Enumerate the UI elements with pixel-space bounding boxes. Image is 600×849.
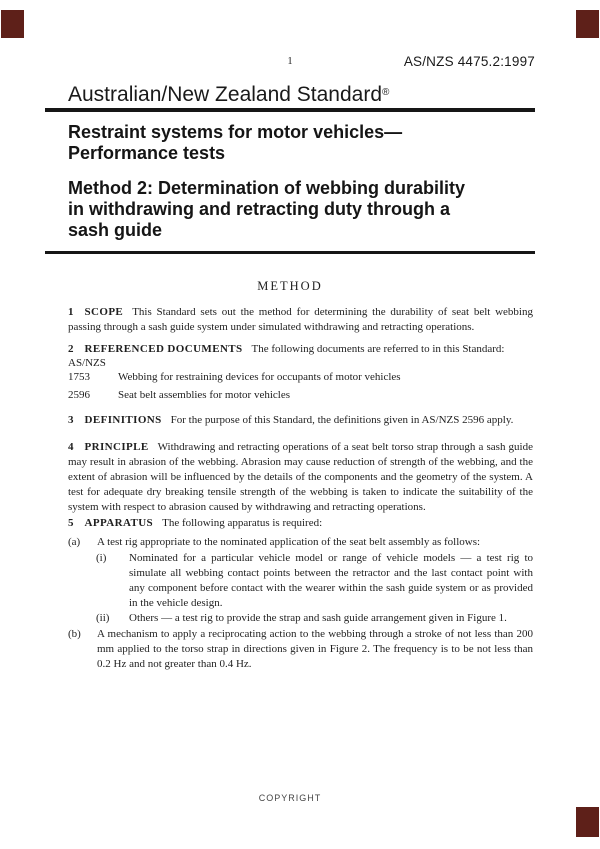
section-number: 1: [68, 306, 74, 318]
body-section-header: METHOD: [257, 279, 323, 293]
page-number: 1: [287, 56, 293, 67]
header-rule: [45, 108, 535, 112]
section-text: Withdrawing and retracting operations of a seat belt torso strap through a sash guide may result in abrasion of the webbing. Abrasion may cause reduction of strength of the webbing, and the extent of abrasion will be influenced by the details of the components and the geometry of the system. A test for adequate dry breaking tensile strength of the webbing is taken to indicate the suitability of the system with respect to abrasion caused by withdrawing and retracting operations.: [68, 441, 533, 513]
corner-mark-top-left: [1, 10, 24, 38]
section-text: The following documents are referred to in this Standard:: [251, 343, 505, 355]
section-number: 5: [68, 517, 74, 529]
corner-mark-bottom-right: [576, 807, 599, 837]
section-text: The following apparatus is required:: [162, 517, 323, 529]
apparatus-item-b: [68, 627, 533, 672]
list-item-text: Nominated for a particular vehicle model or range of vehicle models — a test rig to simulate all webbing contact points between the retractor and the last contact point with any component before contact with the wearer within the sash guide system or as provided in the vehicle design.: [129, 552, 533, 609]
section-apparatus: [68, 516, 533, 531]
referenced-document-row: [68, 388, 533, 403]
section-text: For the purpose of this Standard, the definitions given in AS/NZS 2596 apply.: [170, 414, 514, 426]
section-label: REFERENCED DOCUMENTS: [84, 343, 243, 355]
section-label: APPARATUS: [84, 517, 154, 529]
referenced-document-title: Seat belt assemblies for motor vehicles: [118, 389, 290, 401]
section-scope: [68, 305, 533, 335]
apparatus-subitem-i: [96, 551, 533, 611]
list-item-text: Others — a test rig to provide the strap and sash guide arrangement given in Figure 1.: [129, 612, 507, 624]
document-title-line: Restraint systems for motor vehicles—: [68, 122, 403, 142]
copyright-footer: COPYRIGHT: [258, 793, 322, 803]
list-item-text: A test rig appropriate to the nominated application of the seat belt assembly as follows:: [97, 536, 481, 548]
standard-code: AS/NZS 4475.2:1997: [403, 54, 535, 69]
section-label: DEFINITIONS: [84, 414, 162, 426]
list-marker: (b): [68, 628, 81, 640]
list-marker: (a): [68, 536, 81, 548]
list-item-text: A mechanism to apply a reciprocating action to the webbing through a stroke of not less than 200 mm applied to the torso strap in directions given in Figure 2. The frequency is to be not less than 0.2 Hz and not greater than 0.4 Hz.: [97, 628, 533, 670]
title-rule: [45, 251, 535, 254]
method-title-line: Method 2: Determination of webbing durability: [68, 178, 466, 198]
list-marker: (i): [96, 552, 107, 564]
section-text: This Standard sets out the method for determining the durability of seat belt webbing passing through a sash guide system under simulated withdrawing and retracting operations.: [68, 306, 533, 333]
section-principle: [68, 440, 533, 515]
document-body: [45, 279, 535, 672]
standard-series-label: Australian/New Zealand Standard: [68, 83, 383, 106]
referenced-document-code: 2596: [68, 389, 90, 401]
method-title: [68, 178, 465, 241]
referenced-document-row: [68, 370, 533, 385]
method-title-line: sash guide: [68, 220, 163, 240]
section-number: 4: [68, 441, 74, 453]
section-definitions: [68, 413, 533, 428]
document-title: [68, 122, 402, 164]
section-label: PRINCIPLE: [84, 441, 149, 453]
apparatus-subitem-ii: [96, 611, 533, 626]
corner-mark-top-right: [576, 10, 599, 38]
list-marker: (ii): [96, 612, 110, 624]
referenced-document-title: Webbing for restraining devices for occupants of motor vehicles: [118, 371, 401, 383]
apparatus-item-a: [68, 535, 533, 550]
document-title-line: Performance tests: [68, 143, 226, 163]
section-label: SCOPE: [84, 306, 124, 318]
registered-trademark-symbol: ®: [382, 87, 390, 98]
standard-series-heading: [68, 81, 389, 107]
referenced-documents-group: AS/NZS: [68, 357, 106, 369]
referenced-document-code: 1753: [68, 371, 90, 383]
section-referenced-documents: [68, 342, 533, 357]
section-number: 2: [68, 343, 74, 355]
page-header: [45, 54, 535, 69]
section-number: 3: [68, 414, 74, 426]
method-title-line: in withdrawing and retracting duty through a: [68, 199, 450, 219]
